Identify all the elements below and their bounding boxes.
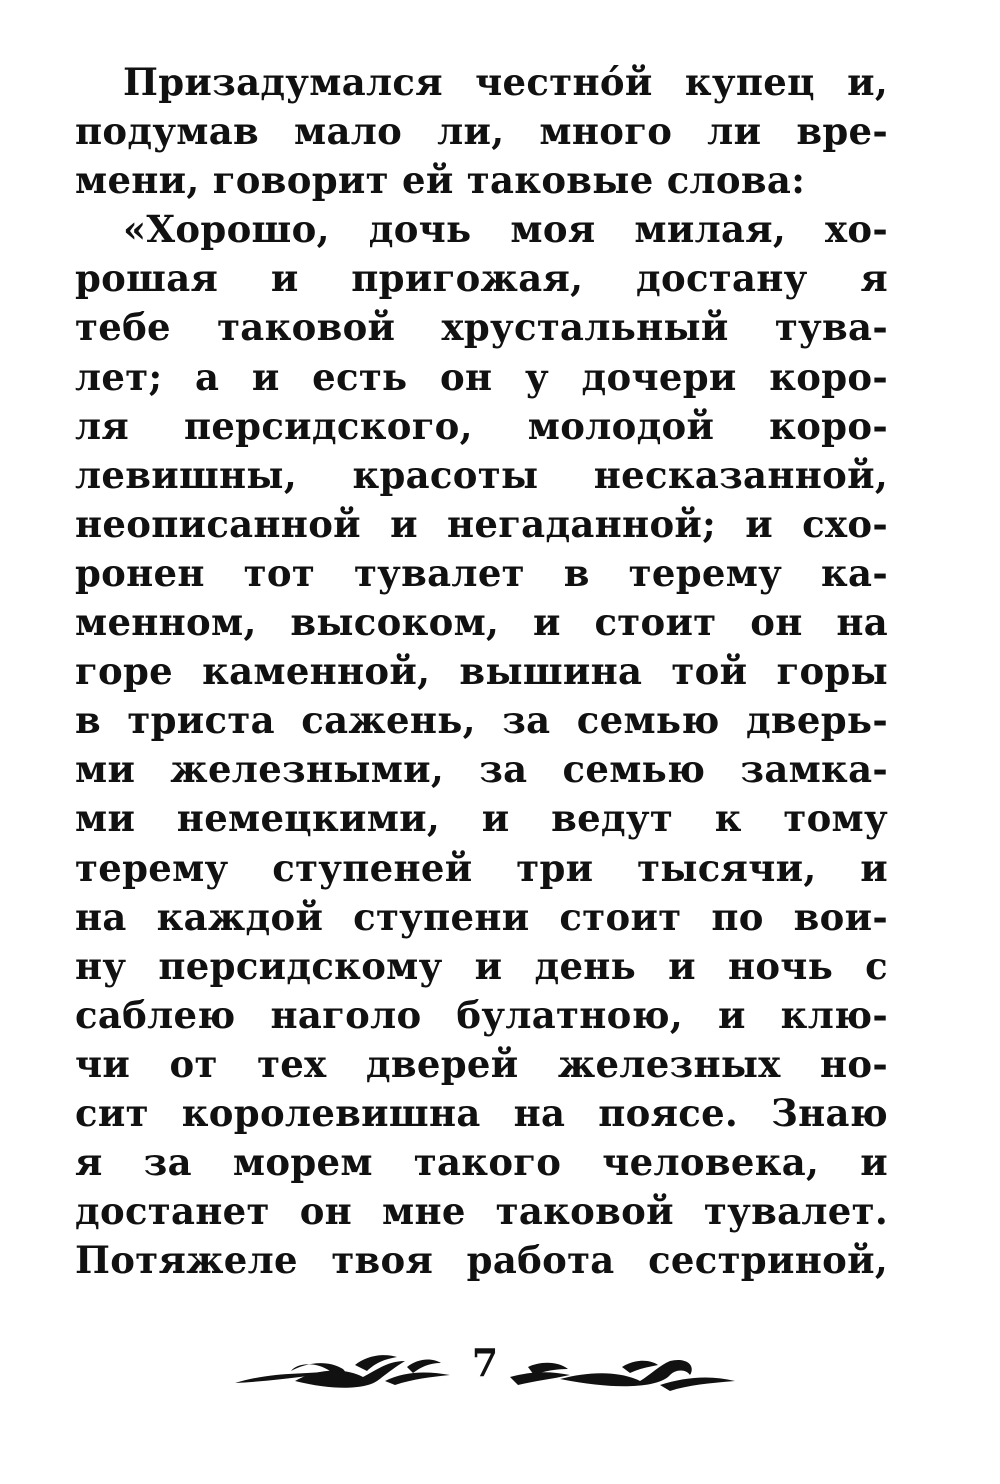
body-text [75,58,888,1285]
text-line: горе каменной, вышина той горы [75,649,888,694]
text-line: ну персидскому и день и ночь с [75,943,888,988]
text-line: саблею наголо булатною, и клю- [75,992,888,1037]
page-number: 7 [471,1340,499,1385]
text-line: лет; а и есть он у дочери коро- [75,354,888,399]
text-line: ми железными, за семью замка- [75,747,888,792]
text-line: мени, говорит ей таковые слова: [75,158,806,203]
text-line: менном, высоком, и стоит он на [75,600,888,645]
text-line: левишны, красоты несказанной, [75,452,888,497]
right-ornament-icon [510,1341,735,1401]
text-line: ля персидского, молодой коро- [75,403,888,448]
text-line: чи от тех дверей железных но- [75,1041,888,1086]
text-line: Призадумался честно́й купец и, [123,60,888,104]
text-line: достанет он мне таковой тувалет. [75,1189,888,1234]
text-line: ронен тот тувалет в терему ка- [75,550,888,595]
text-line: неописанной и негаданной; и схо- [75,501,888,546]
text-line: подумав мало ли, много ли вре- [75,109,888,154]
left-ornament-icon [235,1341,450,1401]
text-line: ми немецкими, и ведут к тому [75,796,888,841]
text-line: рошая и пригожая, достану я [75,256,888,301]
page-footer [0,1335,1000,1405]
text-line: я за морем такого человека, и [75,1140,888,1185]
text-line: сит королевишна на поясе. Знаю [75,1090,888,1135]
text-line: Потяжеле твоя работа сестриной, [75,1238,888,1283]
text-line: в триста сажень, за семью дверь- [75,698,888,743]
text-line: на каждой ступени стоит по вои- [75,894,888,939]
text-line: терему ступеней три тысячи, и [75,845,888,890]
text-line: «Хорошо, дочь моя милая, хо- [123,207,888,252]
text-line: тебе таковой хрустальный тува- [75,305,888,350]
